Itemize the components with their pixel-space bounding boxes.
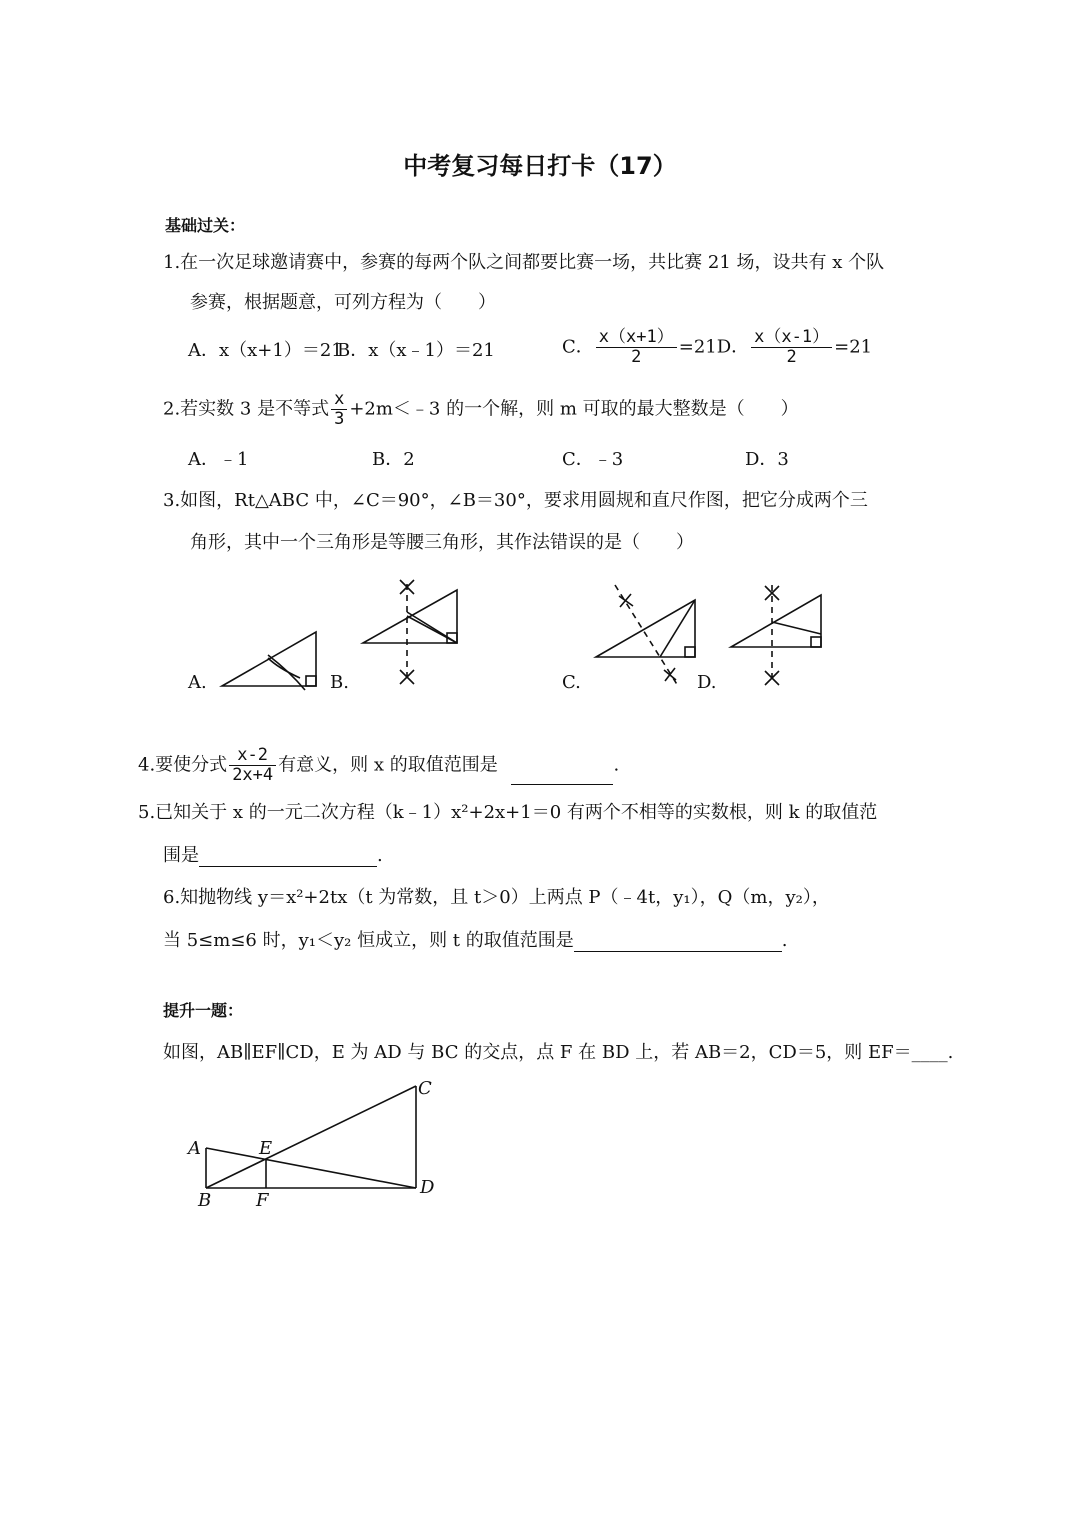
point-d-label: D xyxy=(420,1177,435,1198)
q1-option-c-denominator: 2 xyxy=(631,347,642,367)
q2-option-c: C．﹣3 xyxy=(562,449,624,470)
q7-text: 如图，AB∥EF∥CD，E 为 AD 与 BC 的交点，点 F 在 BD 上，若 AB＝2，CD＝5，则 EF＝____. xyxy=(163,1042,954,1063)
q2-numerator: x xyxy=(331,390,347,410)
q2-prefix: 2.若实数 3 是不等式 xyxy=(163,398,330,420)
q6-end: . xyxy=(781,930,788,951)
q4-numerator: x-2 xyxy=(229,746,276,766)
q4-denominator: 2x+4 xyxy=(232,765,274,785)
q4-end: . xyxy=(613,754,620,776)
section-basic-heading: 基础过关： xyxy=(165,216,246,235)
q1-option-c-label: C． xyxy=(562,336,594,358)
q3-label-b: B. xyxy=(330,672,349,693)
segment-ad xyxy=(206,1148,416,1188)
q4-suffix: 有意义，则 x 的取值范围是 xyxy=(278,754,498,776)
q6-line2-text: 当 5≤m≤6 时，y₁＜y₂ 恒成立，则 t 的取值范围是 xyxy=(163,930,574,951)
q1-line2: 参赛，根据题意，可列方程为（ ） xyxy=(190,292,496,313)
point-b-label: B xyxy=(198,1190,212,1211)
q2-option-b: B．2 xyxy=(372,449,415,470)
q6-line1: 6.知抛物线 y＝x²+2tx（t 为常数，且 t＞0）上两点 P（﹣4t，y₁），Q（m，y₂）， xyxy=(163,887,830,908)
q3-line2: 角形，其中一个三角形是等腰三角形，其作法错误的是（ ） xyxy=(190,532,694,553)
point-c-label: C xyxy=(418,1078,432,1099)
section-advanced-heading: 提升一题： xyxy=(163,1001,244,1020)
q4-prefix: 4.要使分式 xyxy=(138,754,228,776)
q3-label-c: C. xyxy=(562,672,581,693)
q1-option-b: B．x（x﹣1）＝21 xyxy=(337,340,495,361)
q1-option-c-tail: =21 xyxy=(678,336,717,358)
point-e-label: E xyxy=(259,1138,273,1159)
q1-option-d-denominator: 2 xyxy=(786,347,797,367)
q1-option-d-label: D． xyxy=(716,336,750,358)
q5-line2-text: 围是 xyxy=(163,845,199,866)
q5-line1: 5.已知关于 x 的一元二次方程（k﹣1）x²+2x+1＝0 有两个不相等的实数根，则 k 的取值范 xyxy=(138,802,878,823)
q1-line1: 1.在一次足球邀请赛中，参赛的每两个队之间都要比赛一场，共比赛 21 场，设共有 x 个队 xyxy=(163,252,885,273)
q2-suffix: +2m＜﹣3 的一个解，则 m 可取的最大整数是（ ） xyxy=(349,398,799,420)
q1-option-d-numerator: x（x-1） xyxy=(751,328,832,348)
q3-label-a: A. xyxy=(188,672,207,693)
q3-label-d: D. xyxy=(697,672,717,693)
q5-end: . xyxy=(377,845,383,866)
segment-bc xyxy=(206,1086,416,1188)
q2-option-a: A．﹣1 xyxy=(188,449,249,470)
page-title: 中考复习每日打卡（17） xyxy=(403,152,677,180)
q1-option-d-tail: =21 xyxy=(834,336,873,358)
q2-denominator: 3 xyxy=(334,409,345,429)
q1-option-c-numerator: x（x+1） xyxy=(596,328,677,348)
q1-option-a: A．x（x+1）＝21 xyxy=(188,340,343,361)
point-f-label: F xyxy=(256,1190,269,1211)
point-a-label: A xyxy=(188,1138,201,1159)
q3-line1: 3.如图，Rt△ABC 中，∠C＝90°，∠B＝30°，要求用圆规和直尺作图，把它分成两个三 xyxy=(163,490,868,511)
q2-option-d: D．3 xyxy=(745,449,789,470)
